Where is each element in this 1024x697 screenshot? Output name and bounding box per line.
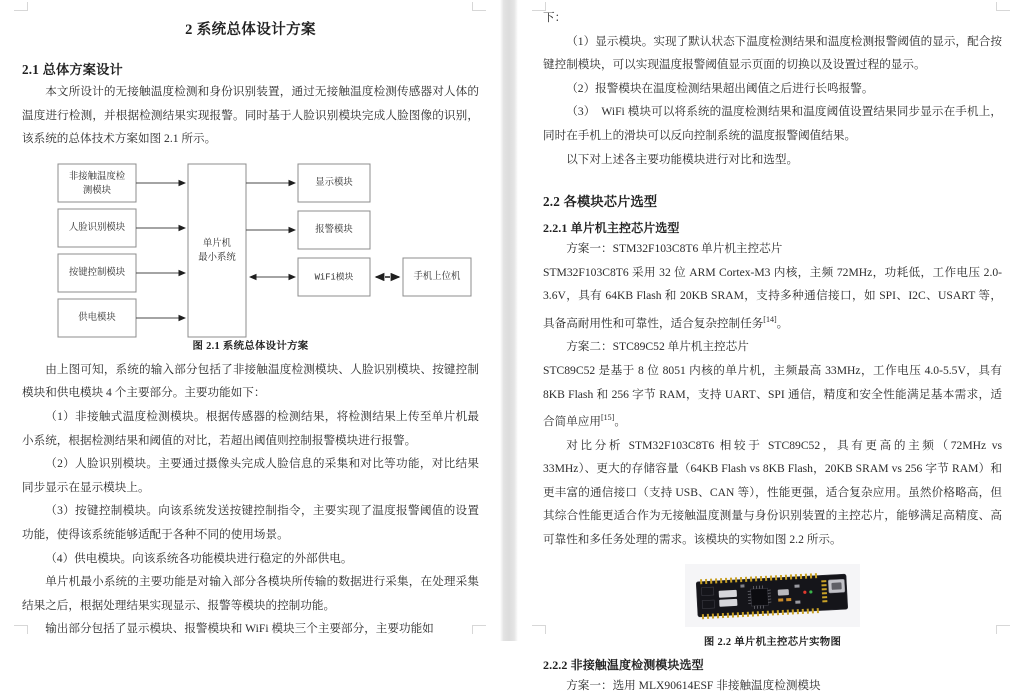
- plan-2-body-period: 。: [614, 415, 626, 428]
- diagram-label-external: 手机上位机: [414, 270, 462, 282]
- section-heading-2-2-2: 2.2.2 非接触温度检测模块选型: [543, 656, 1002, 673]
- diagram-label-core-line2: 最小系统: [198, 251, 236, 263]
- section-heading-2-2-1: 2.2.1 单片机主控芯片选型: [543, 219, 1002, 236]
- plan-2-body-text: STC89C52 是基于 8 位 8051 内核的单片机，主频最高 33MHz，工作电压 4.0-5.5V，具有 8KB Flash 和 256 字节 RAM，支持 UART、SPI 通信，精度和安全性能满足基本需求，适合简单应用: [543, 364, 1002, 428]
- diagram-label-input-0-line1: 非接触温度检: [69, 170, 126, 182]
- diagram-label-input-1: 人脸识别模块: [69, 221, 126, 233]
- paragraph-item-2: （2）人脸识别模块。主要通过摄像头完成人脸信息的采集和对比等功能，对比结果同步显示在显示模块上。: [22, 452, 479, 499]
- block-diagram-svg: [58, 161, 478, 331]
- reference-15: [15]: [601, 413, 614, 422]
- diagram-label-input-3: 供电模块: [78, 311, 116, 323]
- figure-2-1-block-diagram: [58, 161, 478, 331]
- chapter-title: 2 系统总体设计方案: [22, 18, 479, 39]
- paragraph-plan-1-body: [543, 261, 1002, 336]
- diagram-box-input-0: [58, 164, 136, 202]
- plan-1-body-text: STM32F103C8T6 采用 32 位 ARM Cortex-M3 内核，主频 72MHz，功耗低，工作电压 2.0-3.6V，具有 64KB Flash 和 20KB SRAM，支持多种通信接口，如 SPI、I2C、USART 等，具备高耐用性和可靠性，适合复杂控制任务: [543, 266, 1002, 330]
- paragraph-after-figure: 由上图可知，系统的输入部分包括了非接触温度检测模块、人脸识别模块、按键控制模块和供电模块 4 个主要部分。主要功能如下：: [22, 358, 479, 405]
- figure-2-2-photo: [685, 564, 860, 627]
- section-heading-2-2: 2.2 各模块芯片选型: [543, 191, 1002, 210]
- paragraph-item-3: （3）按键控制模块。向该系统发送按键控制指令，主要实现了温度报警阈值的设置功能，使得该系统能够适配于各种不同的使用场景。: [22, 499, 479, 546]
- figure-2-2-caption: 图 2.2 单片机主控芯片实物图: [543, 633, 1002, 648]
- paragraph-plan-2-2-2-title: 方案一：选用 MLX90614ESF 非接触温度检测模块: [543, 674, 1002, 697]
- paragraph-out-item-2: （2）报警模块在温度检测结果超出阈值之后进行长鸣报警。: [543, 77, 1002, 101]
- page-left-body: [22, 6, 479, 641]
- page-gutter-shadow: [500, 0, 518, 641]
- paragraph-out-item-3: （3） WiFi 模块可以将系统的温度检测结果和温度阈值设置结果同步显示在手机上，同时在手机上的滑块可以反向控制系统的温度报警阈值结果。: [543, 100, 1002, 147]
- diagram-label-output-1: 报警模块: [315, 223, 353, 235]
- diagram-label-output-2: WiFi模块: [315, 270, 354, 282]
- diagram-label-input-2: 按键控制模块: [69, 266, 126, 278]
- paragraph-output-start: 输出部分包括了显示模块、报警模块和 WiFi 模块三个主要部分，主要功能如: [22, 617, 479, 641]
- reference-14: [14]: [763, 315, 776, 324]
- paragraph-comparison: 对比分析 STM32F103C8T6 相较于 STC89C52，具有更高的主频（72MHz vs 33MHz）、更大的存储容量（64KB Flash vs 8KB Flash，20KB SRAM vs 256 字节 RAM）和更丰富的通信接口（支持 USB、CAN 等），性能更强，适合复杂应用。虽然价格略高，但其综合性能更适合作为无接触温度测量与身份识别装置的主控芯片，能够满足高精度、高可靠性和多任务处理的需求。该模块的实物如图 2.2 所示。: [543, 434, 1002, 552]
- paragraph-out-item-1: （1）显示模块。实现了默认状态下温度检测结果和温度检测报警阈值的显示，配合按键控制模块，可以实现温度报警阈值显示页面的切换以及设置过程的显示。: [543, 30, 1002, 77]
- diagram-box-mcu-core: [188, 164, 246, 337]
- paragraph-mcu-function: 单片机最小系统的主要功能是对输入部分各模块所传输的数据进行采集，在处理采集结果之后，根据处理结果实现显示、报警等模块的控制功能。: [22, 570, 479, 617]
- plan-1-body-period: 。: [777, 317, 789, 330]
- diagram-label-output-0: 显示模块: [315, 176, 353, 188]
- diagram-label-core-line1: 单片机: [203, 237, 232, 249]
- paragraph-plan-2-title: 方案二：STC89C52 单片机主控芯片: [543, 335, 1002, 359]
- stm32-board-photo: [685, 564, 860, 627]
- paragraph-transition: 以下对上述各主要功能模块进行对比和选型。: [543, 148, 1002, 172]
- paragraph-plan-1-title: 方案一：STM32F103C8T6 单片机主控芯片: [543, 237, 1002, 261]
- paragraph-intro: 本文所设计的无接触温度检测和身份识别装置，通过无接触温度检测传感器对人体的温度进行检测，并根据检测结果实现报警。同时基于人脸识别模块完成人脸图像的识别，该系统的总体技术方案如图 2.1 所示。: [22, 80, 479, 151]
- page-right: [518, 0, 1024, 641]
- paragraph-continuation: 下：: [543, 6, 1002, 30]
- page-left: [0, 0, 500, 641]
- figure-2-1-caption: 图 2.1 系统总体设计方案: [22, 337, 479, 352]
- paragraph-item-1: （1）非接触式温度检测模块。根据传感器的检测结果，将检测结果上传至单片机最小系统，根据检测结果和阈值的对比，若超出阈值则控制报警模块进行报警。: [22, 405, 479, 452]
- section-heading-2-1: 2.1 总体方案设计: [22, 59, 479, 78]
- page-right-body: [543, 6, 1002, 697]
- paragraph-plan-2-body: [543, 359, 1002, 434]
- diagram-label-input-0-line2: 测模块: [83, 184, 112, 196]
- paragraph-item-4: （4）供电模块。向该系统各功能模块进行稳定的外部供电。: [22, 547, 479, 571]
